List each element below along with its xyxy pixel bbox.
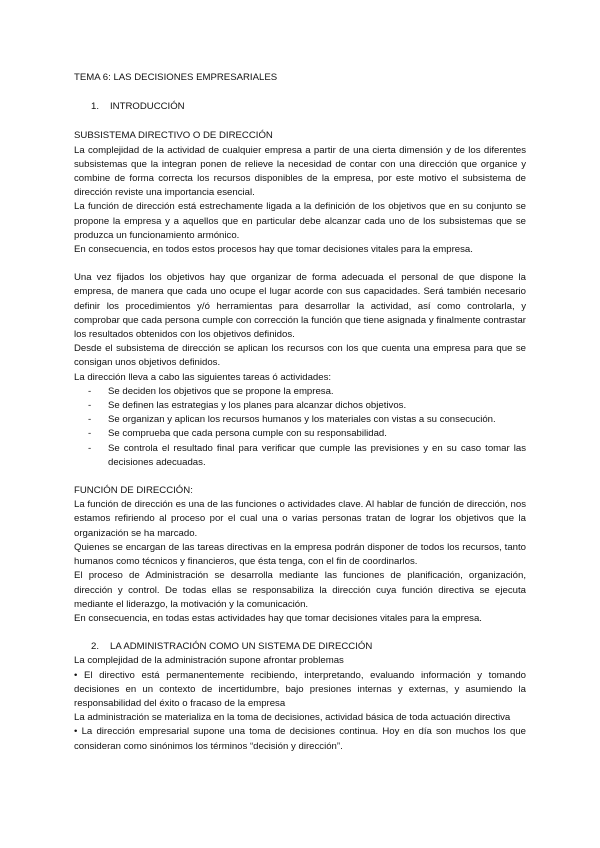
paragraph: La administración se materializa en la toma de decisiones, actividad básica de toda actuación directiva <box>74 712 511 724</box>
spacer <box>74 626 526 640</box>
paragraph: La complejidad de la actividad de cualquier empresa a partir de una cierta dimensión y de los diferentes subsistemas que la integran ponen de relieve la necesidad de contar con una dirección que organice y combine de forma correcta los recursos disponibles de la empresa, por este motivo el subsistema de dirección reviste una importancia esencial. <box>74 144 526 199</box>
list-item: - Se definen las estrategias y los planes para alcanzar dichos objetivos. <box>74 399 526 413</box>
tasks-list <box>74 385 526 470</box>
list-item: - Se deciden los objetivos que se propone la empresa. <box>74 385 526 399</box>
document-body <box>74 71 526 754</box>
paragraph: Quienes se encargan de las tareas directivas en la empresa podrán disponer de todos los recursos, tanto humanos como técnicos y financieros, que ésta tenga, con el fin de coordinarlos. <box>74 541 526 568</box>
paragraph: El proceso de Administración se desarrolla mediante las funciones de planificación, organización, dirección y control. De todas ellas se responsabiliza la dirección cuya función directiva se ejecuta mediante el liderazgo, la motivación y la comunicación. <box>74 570 526 610</box>
paragraph: • El directivo está permanentemente recibiendo, interpretando, evaluando información y tomando decisiones en un contexto de incertidumbre, bajo presiones internas y externas, y asumiendo la responsabilidad del éxito o fracaso de la empresa <box>74 669 526 709</box>
subsistema-subtitle: SUBSISTEMA DIRECTIVO O DE DIRECCIÓN <box>74 130 273 142</box>
spacer <box>74 257 526 271</box>
section-1-title: INTRODUCCIÓN <box>110 101 185 113</box>
paragraph: La función de dirección está estrechamente ligada a la definición de los objetivos que en su conjunto se propone la empresa y a aquellos que en particular debe alcanzar cada uno de los subsistemas que se produzca un funcionamiento armónico. <box>74 201 526 241</box>
paragraph: La función de dirección es una de las funciones o actividades clave. Al hablar de función de dirección, nos estamos refiriendo al proceso por el cual una o varias personas tratan de lograr los objetivos que la organización se ha marcado. <box>74 499 526 539</box>
list-item: - Se controla el resultado final para verificar que cumple las previsiones y en su caso tomar las decisiones adecuadas. <box>74 442 526 470</box>
paragraph: En consecuencia, en todos estos procesos hay que tomar decisiones vitales para la empresa. <box>74 244 473 256</box>
list-item: - Se comprueba que cada persona cumple con su responsabilidad. <box>74 427 526 441</box>
section-1-heading <box>91 100 526 114</box>
list-item: - Se organizan y aplican los recursos humanos y los materiales con vistas a su consecución. <box>74 413 526 427</box>
spacer <box>74 470 526 484</box>
document-title: TEMA 6: LAS DECISIONES EMPRESARIALES <box>74 72 278 83</box>
paragraph: Desde el subsistema de dirección se aplican los recursos con los que cuenta una empresa para que se consigan unos objetivos definidos. <box>74 343 526 369</box>
funcion-subtitle: FUNCIÓN DE DIRECCIÓN: <box>74 485 193 497</box>
paragraph: Una vez fijados los objetivos hay que organizar de forma adecuada el personal de que dispone la empresa, de manera que cada uno ocupe el lugar acorde con sus capacidades. Será también necesario definir los procedimientos y/ó herramientas para desarrollar la actividad, así como controlarla, y comprobar que cada persona cumple con corrección la función que tiene asignada y finalmente contrastar los resultados obtenidos con los objetivos definidos. <box>74 272 526 341</box>
paragraph: • La dirección empresarial supone una toma de decisiones continua. Hoy en día son muchos los que consideran como sinónimos los términos “decisión y dirección”. <box>74 726 526 752</box>
section-2-title: LA ADMINISTRACIÓN COMO UN SISTEMA DE DIRECCIÓN <box>110 641 373 653</box>
section-2-heading <box>91 640 526 654</box>
section-1-number: 1. <box>91 101 100 113</box>
section-2-number: 2. <box>91 641 100 653</box>
paragraph: En consecuencia, en todas estas actividades hay que tomar decisiones vitales para la empresa. <box>74 612 482 624</box>
paragraph: La dirección lleva a cabo las siguientes tareas ó actividades: <box>74 371 332 383</box>
paragraph: La complejidad de la administración supone afrontar problemas <box>74 655 344 667</box>
